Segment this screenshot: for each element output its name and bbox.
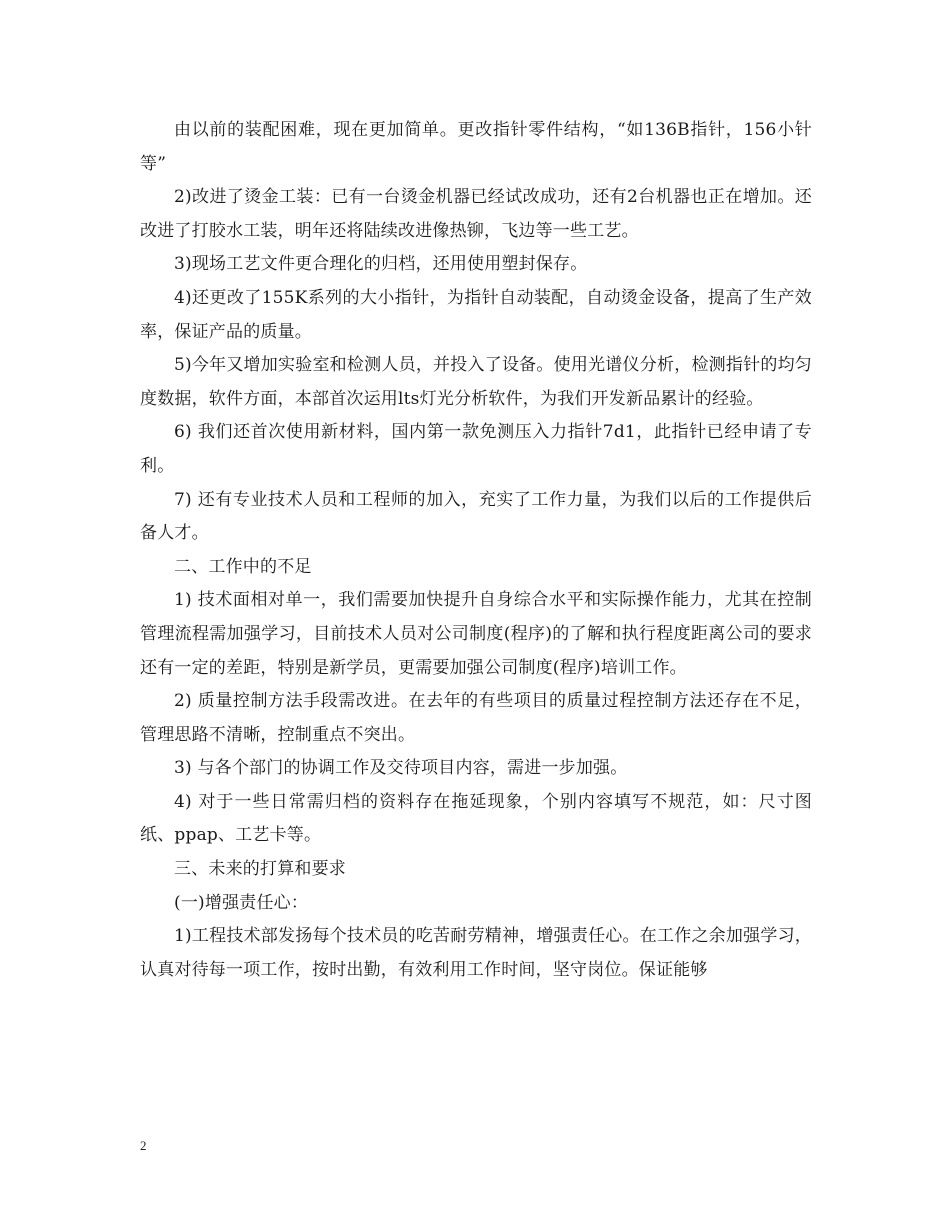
paragraph: 4) 对于一些日常需归档的资料存在拖延现象，个别内容填写不规范，如：尺寸图纸、ppap、工艺卡等。 xyxy=(140,791,812,846)
paragraph: 2) 质量控制方法手段需改进。在去年的有些项目的质量过程控制方法还存在不足，管理思路不清晰，控制重点不突出。 xyxy=(140,691,812,745)
paragraph: 3) 与各个部门的协调工作及交待项目内容，需进一步加强。 xyxy=(174,758,628,779)
paragraph: 2)改进了烫金工装：已有一台烫金机器已经试改成功，还有2台机器也正在增加。还改进了打胶水工装，明年还将陆续改进像热铆，飞边等一些工艺。 xyxy=(140,187,812,241)
paragraph: 1)工程技术部发扬每个技术员的吃苦耐劳精神，增强责任心。在工作之余加强学习，认真对待每一项工作，按时出勤，有效利用工作时间，坚守岗位。保证能够 xyxy=(140,926,812,980)
document-body xyxy=(140,114,812,987)
paragraph: 6) 我们还首次使用新材料，国内第一款免测压入力指针7d1，此指针已经申请了专利。 xyxy=(140,422,812,476)
section-heading: 二、工作中的不足 xyxy=(174,556,312,577)
paragraph: 1) 技术面相对单一，我们需要加快提升自身综合水平和实际操作能力，尤其在控制管理流程需加强学习，目前技术人员对公司制度(程序)的了解和执行程度距离公司的要求还有一定的差距，特别是新学员，更需要加强公司制度(程序)培训工作。 xyxy=(140,590,812,678)
page-number: 2 xyxy=(140,1138,147,1153)
paragraph: 由以前的装配困难，现在更加简单。更改指针零件结构，“如136B指针，156小针等” xyxy=(140,120,812,174)
paragraph: 7) 还有专业技术人员和工程师的加入，充实了工作力量，为我们以后的工作提供后备人才。 xyxy=(140,489,812,544)
section-heading: 三、未来的打算和要求 xyxy=(174,859,346,880)
paragraph: 3)现场工艺文件更合理化的归档，还用使用塑封保存。 xyxy=(174,254,588,275)
subsection-heading: (一)增强责任心： xyxy=(174,892,309,913)
paragraph: 4)还更改了155K系列的大小指针，为指针自动装配，自动烫金设备，提高了生产效率，保证产品的质量。 xyxy=(140,287,812,342)
paragraph: 5)今年又增加实验室和检测人员，并投入了设备。使用光谱仪分析，检测指针的均匀度数据，软件方面，本部首次运用lts灯光分析软件，为我们开发新品累计的经验。 xyxy=(140,355,812,409)
